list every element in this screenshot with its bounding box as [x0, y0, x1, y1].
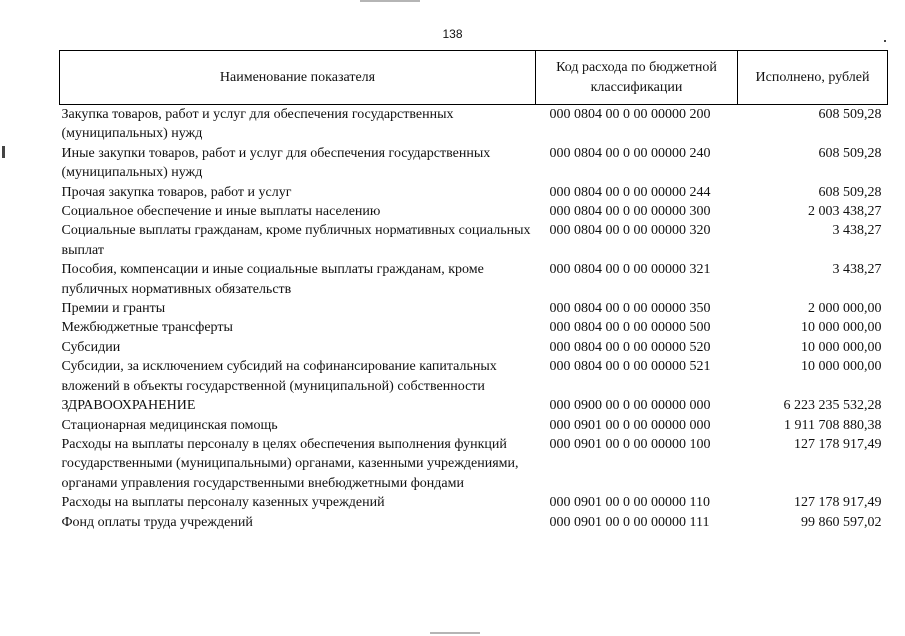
scan-artifact-top [360, 0, 420, 2]
row-name: Расходы на выплаты персоналу казенных учреждений [61, 495, 385, 511]
table-row [60, 396, 888, 415]
table-row [60, 513, 888, 532]
row-code: 000 0804 00 0 00 00000 240 [549, 145, 711, 161]
row-amount: 10 000 000,00 [801, 359, 882, 375]
row-amount: 1 911 708 880,38 [784, 417, 882, 433]
row-code: 000 0901 00 0 00 00000 100 [549, 436, 711, 452]
table-row [60, 105, 888, 144]
table-row [60, 260, 888, 299]
table-body [60, 105, 888, 532]
header-code: Код расхода по бюджетной классификации [536, 51, 738, 105]
row-name: Закупка товаров, работ и услуг для обеспечения государственных (муниципальных) нужд [61, 107, 454, 142]
budget-table [59, 50, 888, 532]
row-amount: 10 000 000,00 [801, 339, 882, 355]
row-code: 000 0804 00 0 00 00000 350 [549, 301, 711, 317]
row-name: Пособия, компенсации и иные социальные выплаты гражданам, кроме публичных нормативных обязательств [61, 262, 484, 297]
table-row [60, 416, 888, 435]
table-row [60, 299, 888, 318]
row-code: 000 0901 00 0 00 00000 110 [549, 495, 710, 511]
row-code: 000 0804 00 0 00 00000 244 [549, 184, 711, 200]
row-amount: 2 000 000,00 [808, 301, 882, 317]
row-amount: 608 509,28 [818, 184, 882, 200]
row-name: Стационарная медицинская помощь [61, 417, 278, 433]
row-amount: 3 438,27 [832, 223, 882, 239]
row-amount: 608 509,28 [818, 145, 882, 161]
table-row [60, 221, 888, 260]
row-name: ЗДРАВООХРАНЕНИЕ [61, 398, 196, 414]
table-row [60, 144, 888, 183]
scan-artifact-bottom [430, 632, 480, 634]
row-code: 000 0804 00 0 00 00000 200 [549, 107, 711, 122]
scan-artifact-left [2, 146, 5, 158]
header-amount: Исполнено, рублей [738, 51, 888, 105]
row-code: 000 0804 00 0 00 00000 321 [549, 262, 711, 278]
row-amount: 127 178 917,49 [794, 495, 882, 511]
row-code: 000 0901 00 0 00 00000 111 [549, 514, 710, 530]
row-code: 000 0900 00 0 00 00000 000 [549, 398, 711, 414]
row-name: Прочая закупка товаров, работ и услуг [61, 184, 292, 200]
row-amount: 3 438,27 [832, 262, 882, 278]
row-name: Иные закупки товаров, работ и услуг для обеспечения государственных (муниципальных) нужд [61, 145, 491, 181]
row-code: 000 0804 00 0 00 00000 500 [549, 320, 711, 336]
row-code: 000 0804 00 0 00 00000 521 [549, 359, 711, 375]
row-code: 000 0804 00 0 00 00000 320 [549, 223, 711, 239]
row-amount: 10 000 000,00 [801, 320, 882, 336]
row-name: Социальные выплаты гражданам, кроме публичных нормативных социальных выплат [61, 223, 531, 258]
row-name: Премии и гранты [61, 301, 166, 317]
row-code: 000 0804 00 0 00 00000 520 [549, 339, 711, 355]
table-row [60, 202, 888, 221]
table-row [60, 435, 888, 493]
table-header-row [60, 51, 888, 105]
table-row [60, 183, 888, 202]
row-name: Социальное обеспечение и иные выплаты населению [61, 204, 381, 220]
row-name: Межбюджетные трансферты [61, 320, 233, 336]
row-name: Расходы на выплаты персоналу в целях обеспечения выполнения функций государственными (муниципальными) органами, казенными учреждениями, органами управления государственными внебюджетными фондами [61, 436, 519, 491]
table-row [60, 357, 888, 396]
row-code: 000 0901 00 0 00 00000 000 [549, 417, 711, 433]
row-name: Фонд оплаты труда учреждений [61, 514, 253, 530]
page-number: 138 [442, 27, 463, 41]
table-row [60, 493, 888, 512]
row-code: 000 0804 00 0 00 00000 300 [549, 204, 711, 220]
table-row [60, 318, 888, 337]
row-amount: 6 223 235 532,28 [783, 398, 882, 414]
row-name: Субсидии, за исключением субсидий на софинансирование капитальных вложений в объекты государственной (муниципальной) собственности [61, 359, 497, 394]
row-amount: 127 178 917,49 [794, 436, 882, 452]
row-amount: 608 509,28 [818, 107, 882, 122]
row-amount: 2 003 438,27 [808, 204, 882, 220]
row-amount: 99 860 597,02 [801, 514, 882, 530]
row-name: Субсидии [61, 339, 121, 355]
table-row [60, 338, 888, 357]
header-name: Наименование показателя [60, 51, 536, 105]
